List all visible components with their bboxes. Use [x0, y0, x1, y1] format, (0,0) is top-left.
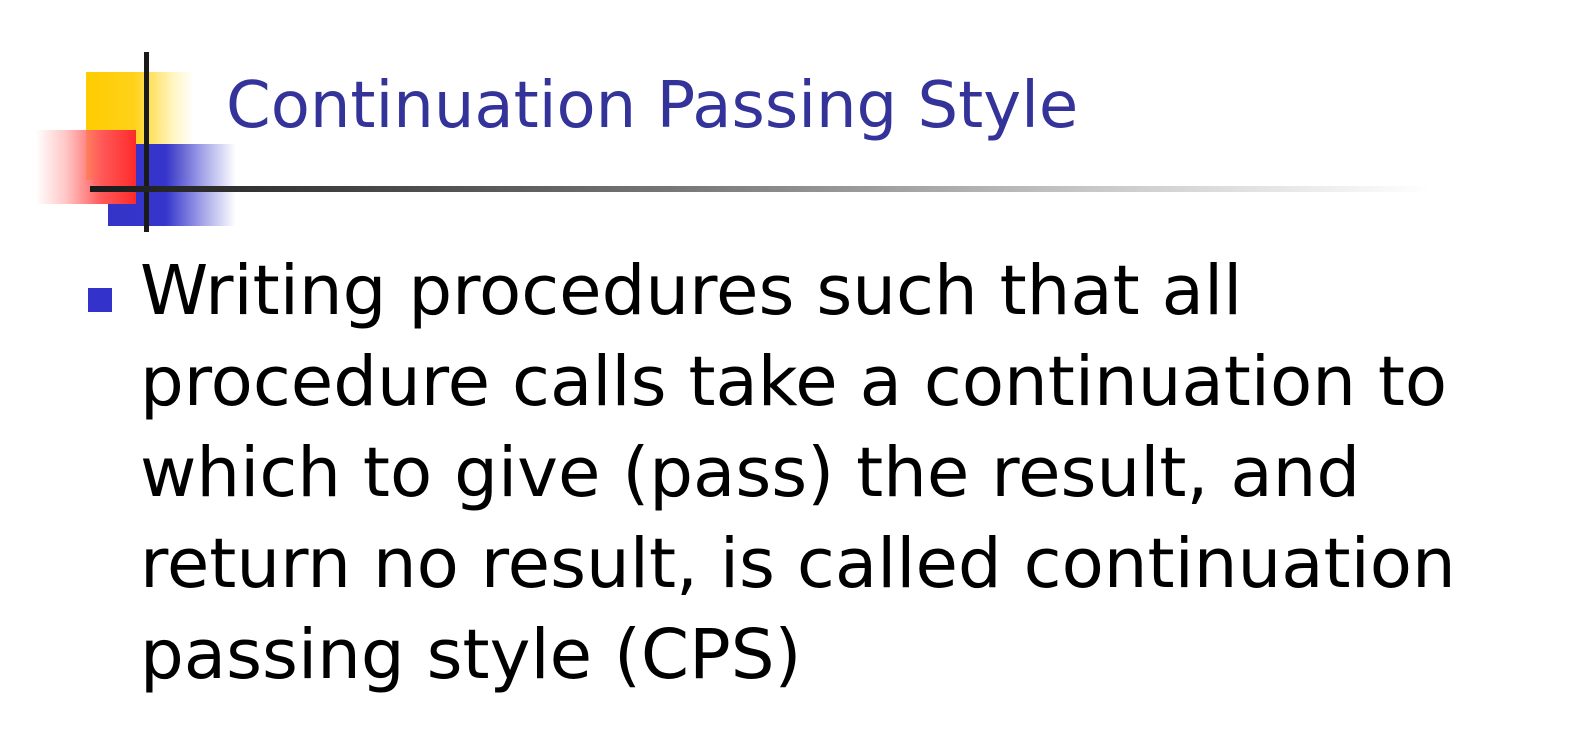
- slide-title: Continuation Passing Style: [226, 69, 1079, 143]
- title-underline-rule: [90, 186, 1430, 192]
- red-square-decoration: [36, 130, 136, 204]
- bullet-line: which to give (pass) the result, and: [140, 433, 1361, 513]
- bullet-text: [140, 246, 1540, 701]
- bullet-line: passing style (CPS): [140, 615, 802, 695]
- bullet-line: return no result, is called continuation: [140, 524, 1456, 604]
- square-bullet-icon: [88, 288, 112, 312]
- decorative-squares-logo: [0, 0, 240, 240]
- bullet-line: procedure calls take a continuation to: [140, 342, 1448, 422]
- bullet-line: Writing procedures such that all: [140, 251, 1243, 331]
- vertical-rule: [144, 52, 149, 232]
